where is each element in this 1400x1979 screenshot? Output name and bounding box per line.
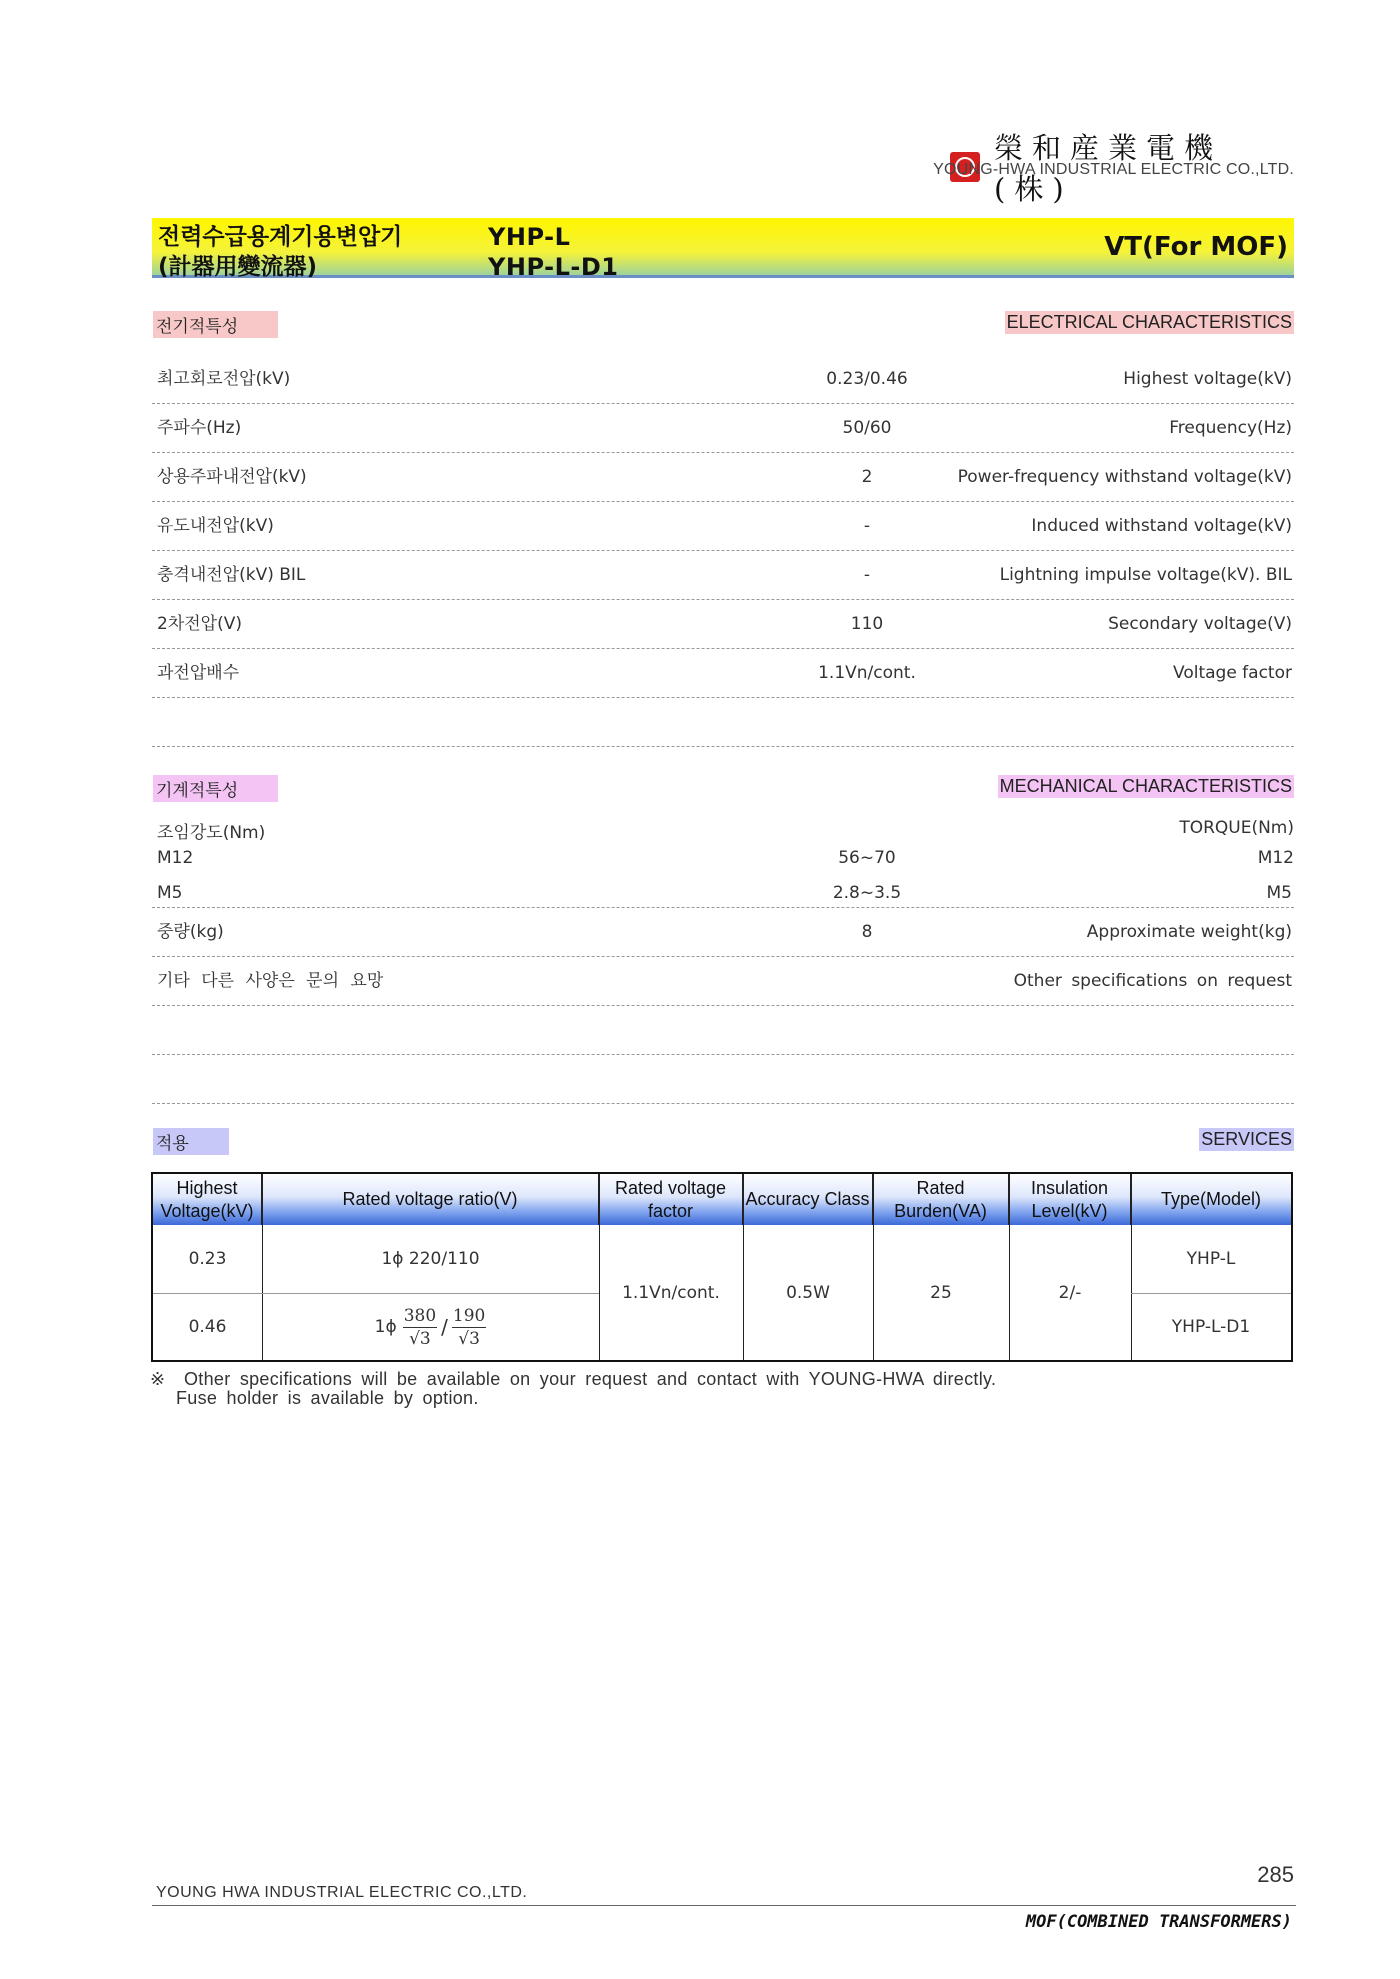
- ratio-denominator: √3: [409, 1328, 431, 1349]
- electrical-row-en: Induced withstand voltage(kV): [1031, 516, 1292, 536]
- cell-voltage: 0.46: [188, 1317, 227, 1337]
- other-spec-kr: 기타 다른 사양은 문의 요망: [157, 971, 384, 991]
- electrical-row: [152, 501, 1294, 551]
- col-header-accuracy: Accuracy Class: [743, 1174, 873, 1225]
- electrical-row-value: -: [863, 516, 871, 536]
- electrical-row-kr: 상용주파내전압(kV): [157, 467, 307, 487]
- torque-row-kr: M12: [157, 848, 194, 868]
- banner-models: [488, 222, 618, 282]
- mechanical-row-blank: [152, 1005, 1294, 1055]
- torque-label-kr: 조임강도(Nm): [157, 823, 266, 843]
- torque-row-m5: [152, 855, 1294, 908]
- banner-type: VT(For MOF): [1104, 232, 1288, 262]
- ratio-separator: /: [441, 1315, 448, 1339]
- electrical-row-en: Power-frequency withstand voltage(kV): [957, 467, 1292, 487]
- torque-label-en: TORQUE(Nm): [1179, 818, 1294, 838]
- mechanical-header-kr: 기계적특성: [153, 775, 278, 802]
- cell-factor: 1.1Vn/cont.: [622, 1282, 720, 1303]
- cell-burden: 25: [930, 1282, 952, 1303]
- banner-title: [158, 222, 402, 282]
- electrical-row-kr: 과전압배수: [157, 663, 240, 683]
- electrical-row-kr: 2차전압(V): [157, 614, 242, 634]
- banner-title-kr: 전력수급용계기용변압기: [158, 224, 403, 250]
- electrical-header-en: ELECTRICAL CHARACTERISTICS: [1006, 312, 1292, 332]
- weight-row: [152, 907, 1294, 957]
- electrical-row: [152, 599, 1294, 649]
- other-spec-row: [152, 956, 1294, 1006]
- electrical-row-value: 0.23/0.46: [826, 369, 908, 389]
- electrical-row-en: Lightning impulse voltage(kV). BIL: [999, 565, 1292, 585]
- electrical-row: [152, 452, 1294, 502]
- electrical-header-kr: 전기적특성: [153, 311, 278, 338]
- table-header-row: [153, 1174, 1291, 1225]
- cell-insulation: 2/-: [1058, 1282, 1082, 1303]
- cell-type: YHP-L: [1186, 1249, 1236, 1269]
- ratio-fraction-2: [452, 1305, 486, 1350]
- torque-row-en: M12: [1257, 848, 1294, 868]
- other-spec-en: Other specifications on request: [1013, 971, 1292, 991]
- services-header-en: SERVICES: [1201, 1129, 1292, 1149]
- cell-ratio: [262, 1294, 599, 1360]
- cell-ratio: 1ϕ 220/110: [381, 1249, 480, 1269]
- cell-accuracy: 0.5W: [786, 1282, 830, 1303]
- company-name-cn-text: 榮和産業電機(株): [994, 131, 1223, 206]
- col-header-highest-voltage: Highest Voltage(kV): [153, 1174, 262, 1225]
- note-line-2: Fuse holder is available by option.: [176, 1388, 479, 1408]
- mechanical-header-en: MECHANICAL CHARACTERISTICS: [999, 776, 1292, 796]
- col-header-type: Type(Model): [1160, 1189, 1262, 1209]
- torque-row-value: 2.8~3.5: [832, 883, 902, 903]
- footnote: [150, 1370, 996, 1408]
- electrical-row-en: Secondary voltage(V): [1108, 614, 1292, 634]
- note-mark: ※: [150, 1369, 166, 1389]
- col-header-insulation: Insulation Level(kV): [1009, 1174, 1131, 1225]
- electrical-row-kr: 최고회로전압(kV): [157, 369, 291, 389]
- electrical-row-en: Frequency(Hz): [1169, 418, 1292, 438]
- electrical-row-value: 2: [861, 467, 873, 487]
- services-header-kr: 적용: [153, 1128, 229, 1155]
- banner-model-2: YHP-L-D1: [488, 253, 619, 281]
- electrical-row-value: 1.1Vn/cont.: [818, 663, 916, 683]
- electrical-row-en: Voltage factor: [1173, 663, 1292, 683]
- ratio-denominator: √3: [458, 1328, 480, 1349]
- weight-kr: 중량(kg): [157, 922, 224, 942]
- electrical-row-en: Highest voltage(kV): [1123, 369, 1292, 389]
- banner-title-cn: (計器用變流器): [158, 254, 318, 280]
- col-header-ratio: Rated voltage ratio(V): [262, 1174, 599, 1225]
- electrical-row-kr: 충격내전압(kV) BIL: [157, 565, 306, 585]
- weight-value: 8: [861, 922, 873, 942]
- cell-voltage: 0.23: [188, 1249, 227, 1269]
- ratio-fraction-1: [403, 1305, 437, 1350]
- ratio-prefix: 1ϕ: [374, 1317, 397, 1337]
- col-header-burden: Rated Burden(VA): [873, 1174, 1009, 1225]
- cell-type: YHP-L-D1: [1171, 1317, 1251, 1337]
- electrical-row-value: 50/60: [842, 418, 892, 438]
- electrical-row-blank: [152, 697, 1294, 747]
- electrical-row: [152, 403, 1294, 453]
- torque-row-value: 56~70: [838, 848, 896, 868]
- electrical-row: [152, 354, 1294, 404]
- col-header-factor: Rated voltage factor: [599, 1174, 743, 1225]
- ratio-numerator: 190: [452, 1305, 486, 1326]
- footer-divider: [152, 1905, 1296, 1906]
- weight-en: Approximate weight(kg): [1086, 922, 1292, 942]
- footer-company: YOUNG HWA INDUSTRIAL ELECTRIC CO.,LTD.: [156, 1884, 528, 1901]
- note-line-1: Other specifications will be available on your request and contact with YOUNG-HWA directly.: [184, 1369, 997, 1389]
- electrical-row-value: -: [863, 565, 871, 585]
- electrical-row-kr: 주파수(Hz): [157, 418, 242, 438]
- mechanical-row-blank: [152, 1054, 1294, 1104]
- ratio-numerator: 380: [403, 1305, 437, 1326]
- torque-row-en: M5: [1266, 883, 1292, 903]
- company-name-en: YOUNG-HWA INDUSTRIAL ELECTRIC CO.,LTD.: [933, 161, 1294, 178]
- torque-row-kr: M5: [157, 883, 183, 903]
- footer-category: MOF(COMBINED TRANSFORMERS): [1025, 1912, 1292, 1932]
- services-table: [151, 1172, 1293, 1362]
- banner-model-1: YHP-L: [488, 223, 571, 251]
- page-number: 285: [1257, 1862, 1294, 1887]
- electrical-row-kr: 유도내전압(kV): [157, 516, 274, 536]
- electrical-row-value: 110: [850, 614, 884, 634]
- electrical-row: [152, 550, 1294, 600]
- electrical-row: [152, 648, 1294, 698]
